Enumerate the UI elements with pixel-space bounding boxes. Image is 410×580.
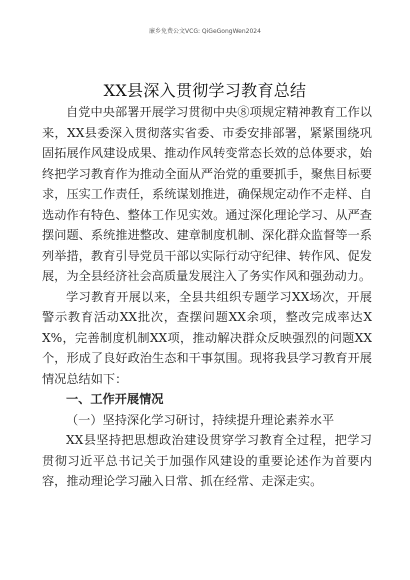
document-body xyxy=(42,102,372,492)
section-heading: 一、工作开展情况 xyxy=(66,392,164,406)
header-note: 廉乡免费公文VCG: QiGeGongWen2024 xyxy=(149,28,261,35)
paragraph-intro: 自党中央部署开展学习贯彻中央⑧项规定精神教育工作以来，XX县委深入贯彻落实省委、市委安排部署，紧紧围绕巩固拓展作风建设成果、推动作风转变常态长效的总体要求，始终把学习教育作为推动全面从严治党的重要抓手，聚焦目标要求，压实工作责任，系统谋划推进，确保规定动作不走样、自选动作有特色、整体工作见实效。通过深化理论学习、从严查摆问题、系统推进整改、建章制度机制、深化群众监督等一系列举措，教育引导党员干部以实际行动守纪律、转作风、促发展，为全县经济社会高质量发展注入了务实作风和强劲动力。 xyxy=(42,105,372,283)
paragraph-subsection: XX县坚持把思想政治建设贯穿学习教育全过程，把学习贯彻习近平总书记关于加强作风建设的重要论述作为首要内容，推动理论学习融入日常、抓在经常、走深走实。 xyxy=(42,433,372,488)
document-title: XX县深入贯彻学习教育总结 xyxy=(103,81,307,100)
paragraph-summary: 学习教育开展以来，全县共组织专题学习XX场次，开展警示教育活动XX批次，查摆问题XX余项，整改完成率达XX%，完善制度机制XX项，推动解决群众反映强烈的问题XX个，形成了良好政治生态和干事氛围。现将我县学习教育开展情况总结如下： xyxy=(42,289,372,386)
subsection-heading: （一）坚持深化学习研讨，持续提升理论素养水平 xyxy=(66,412,335,427)
